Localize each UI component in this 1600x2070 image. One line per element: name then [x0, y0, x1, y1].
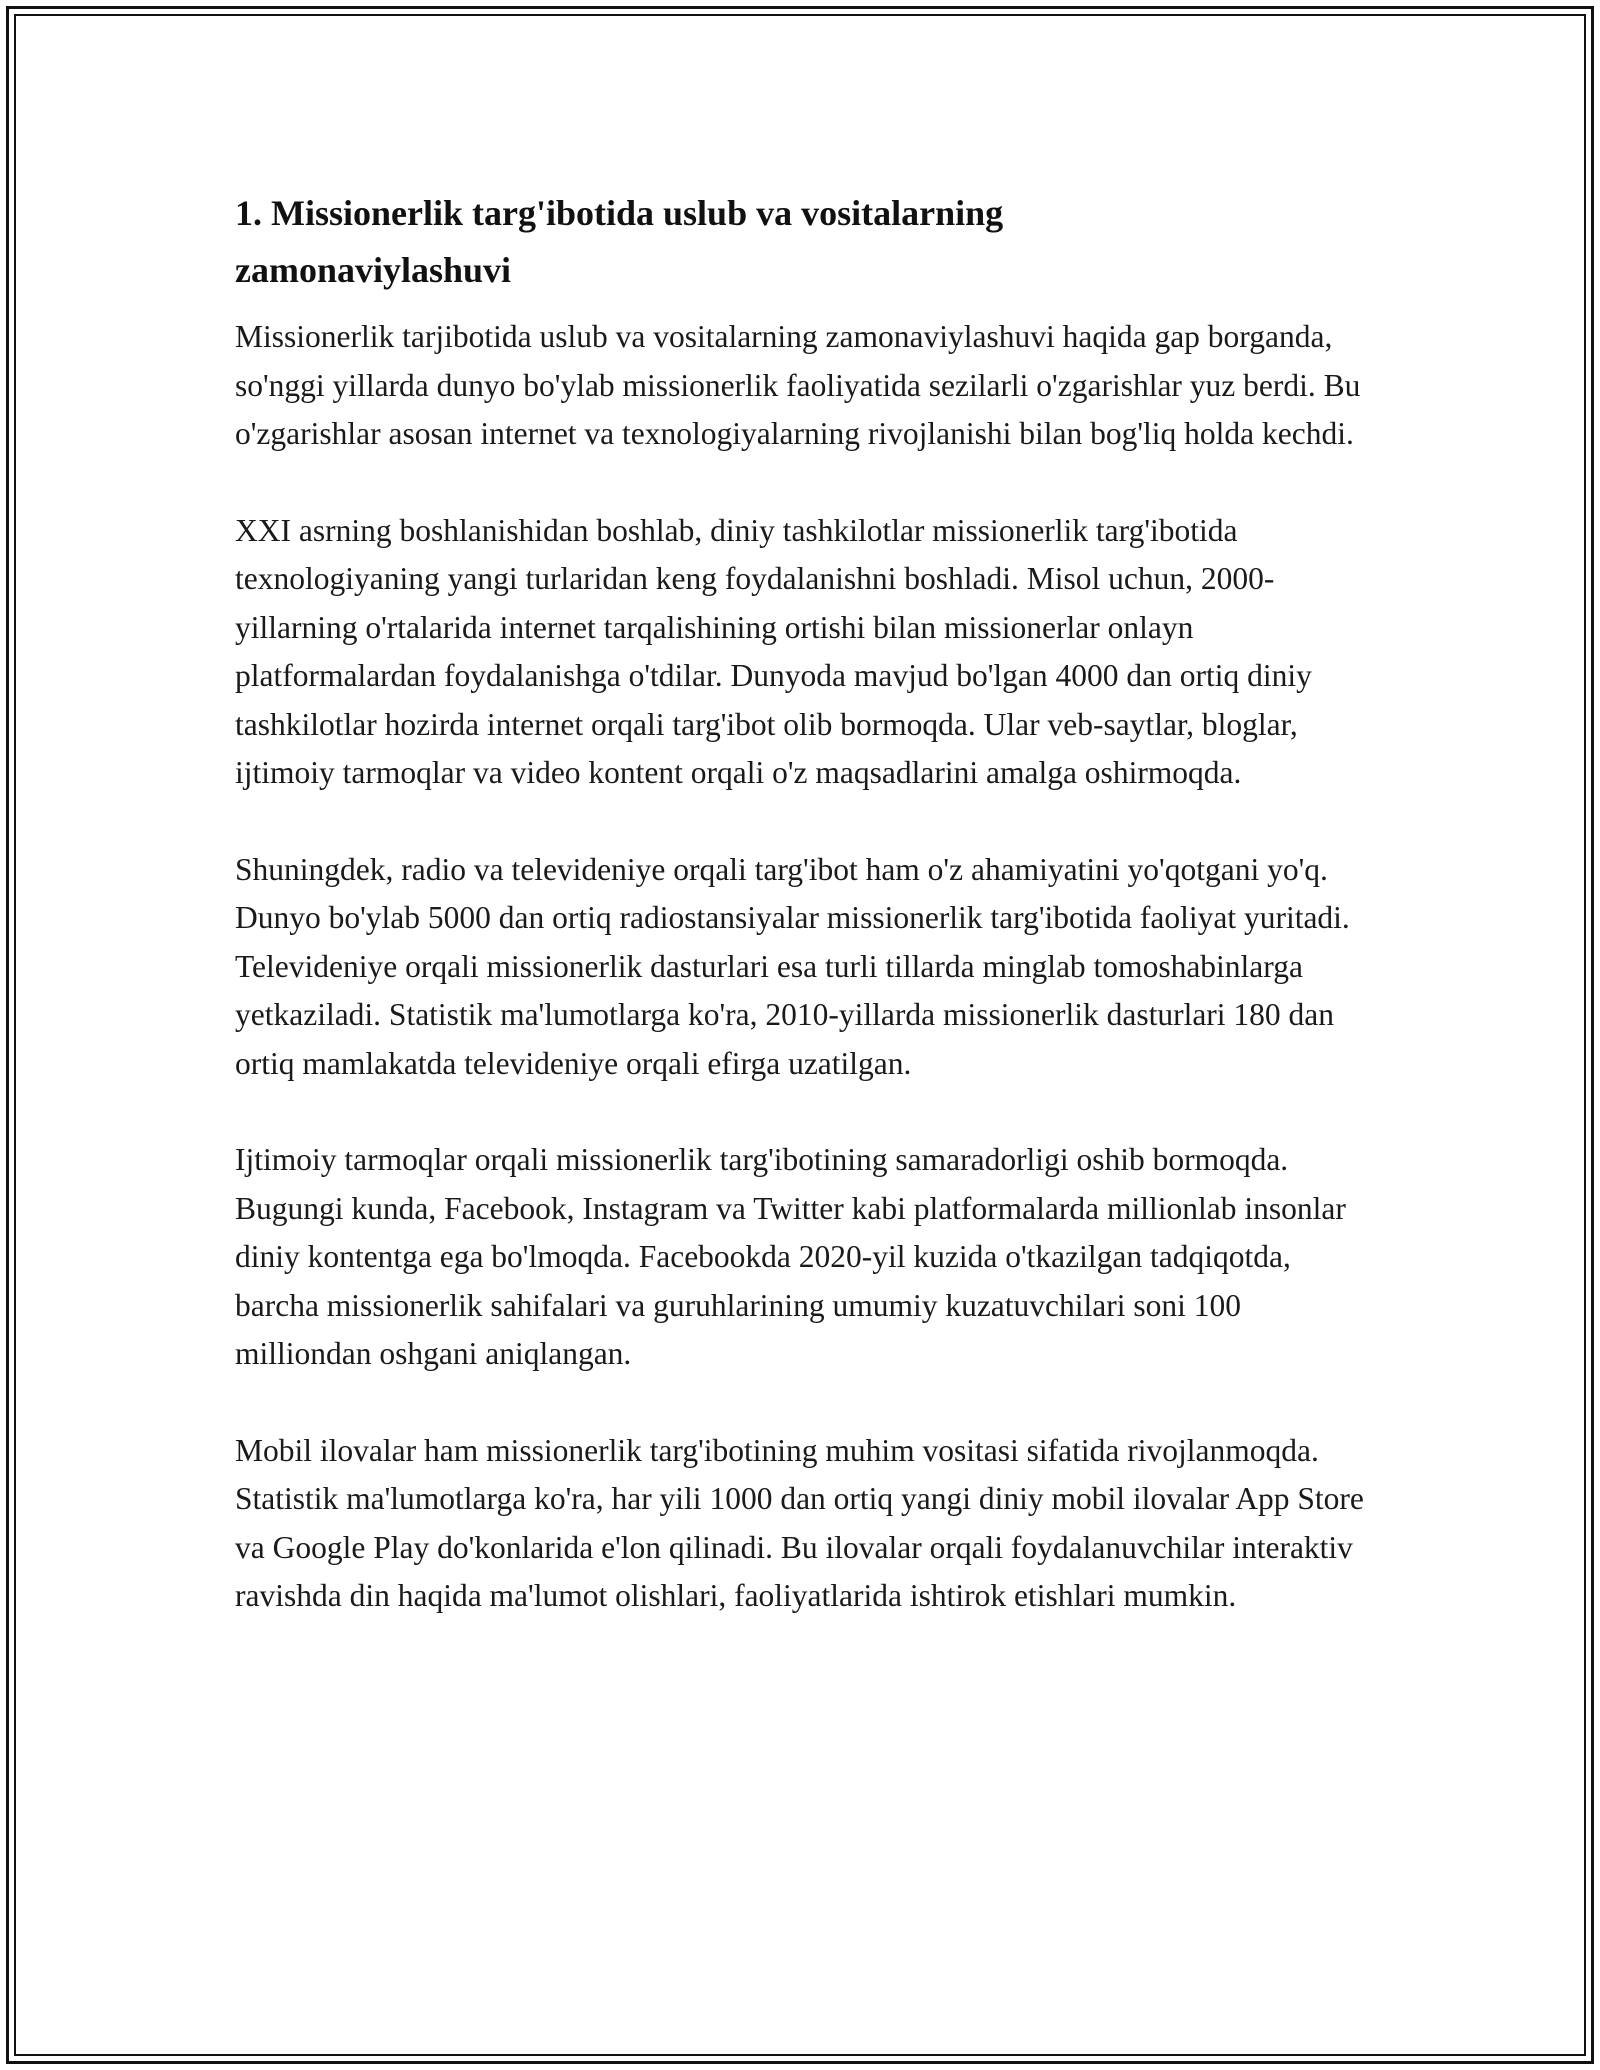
paragraph-mobile-apps: Mobil ilovalar ham missionerlik targ'ibotining muhim vositasi sifatida rivojlanmoqda. Statistik ma'lumotlarga ko'ra, har yili 1000 dan ortiq yangi diniy mobil ilovalar App Store va Google Play do'konlarida e'lon qilinadi. Bu ilovalar orqali foydalanuvchilar interaktiv ravishda din haqida ma'lumot olishlari, faoliyatlarida ishtirok etishlari mumkin. — [235, 1432, 1364, 1613]
section-title-line-2: zamonaviylashuvi — [235, 250, 512, 290]
paragraph-intro: Missionerlik tarjibotida uslub va vositalarning zamonaviylashuvi haqida gap borganda, so'nggi yillarda dunyo bo'ylab missionerlik faoliyatida sezilarli o'zgarishlar yuz berdi. Bu o'zgarishlar asosan internet va texnologiyalarning rivojlanishi bilan bog'liq holda kechdi. — [235, 319, 1361, 451]
section-title-line-1: 1. Missionerlik targ'ibotida uslub va vositalarning — [235, 193, 1004, 233]
paragraph-social-networks: Ijtimoiy tarmoqlar orqali missionerlik targ'ibotining samaradorligi oshib bormoqda. Bugungi kunda, Facebook, Instagram va Twitter kabi platformalarda millionlab insonlar diniy kontentga ega bo'lmoqda. Facebookda 2020-yil kuzida o'tkazilgan tadqiqotda, barcha missionerlik sahifalari va guruhlarining umumiy kuzatuvchilari soni 100 milliondan oshgani aniqlangan. — [235, 1142, 1346, 1371]
section-title — [235, 185, 1365, 299]
paragraph-online-platforms: XXI asrning boshlanishidan boshlab, diniy tashkilotlar missionerlik targ'ibotida texnologiyaning yangi turlaridan keng foydalanishni boshladi. Misol uchun, 2000-yillarning o'rtalarida internet tarqalishining ortishi bilan missionerlar onlayn platformalardan foydalanishga o'tdilar. Dunyoda mavjud bo'lgan 4000 dan ortiq diniy tashkilotlar hozirda internet orqali targ'ibot olib bormoqda. Ular veb-saytlar, bloglar, ijtimoiy tarmoqlar va video kontent orqali o'z maqsadlarini amalga oshirmoqda. — [235, 512, 1312, 790]
paragraph-radio-television: Shuningdek, radio va televideniye orqali targ'ibot ham o'z ahamiyatini yo'qotgani yo'q. Dunyo bo'ylab 5000 dan ortiq radiostansiyalar missionerlik targ'ibotida faoliyat yuritadi. Televideniye orqali missionerlik dasturlari esa turli tillarda minglab tomoshabinlarga yetkaziladi. Statistik ma'lumotlarga ko'ra, 2010-yillarda missionerlik dasturlari 180 dan ortiq mamlakatda televideniye orqali efirga uzatilgan. — [235, 851, 1350, 1081]
document-body — [235, 185, 1365, 1621]
